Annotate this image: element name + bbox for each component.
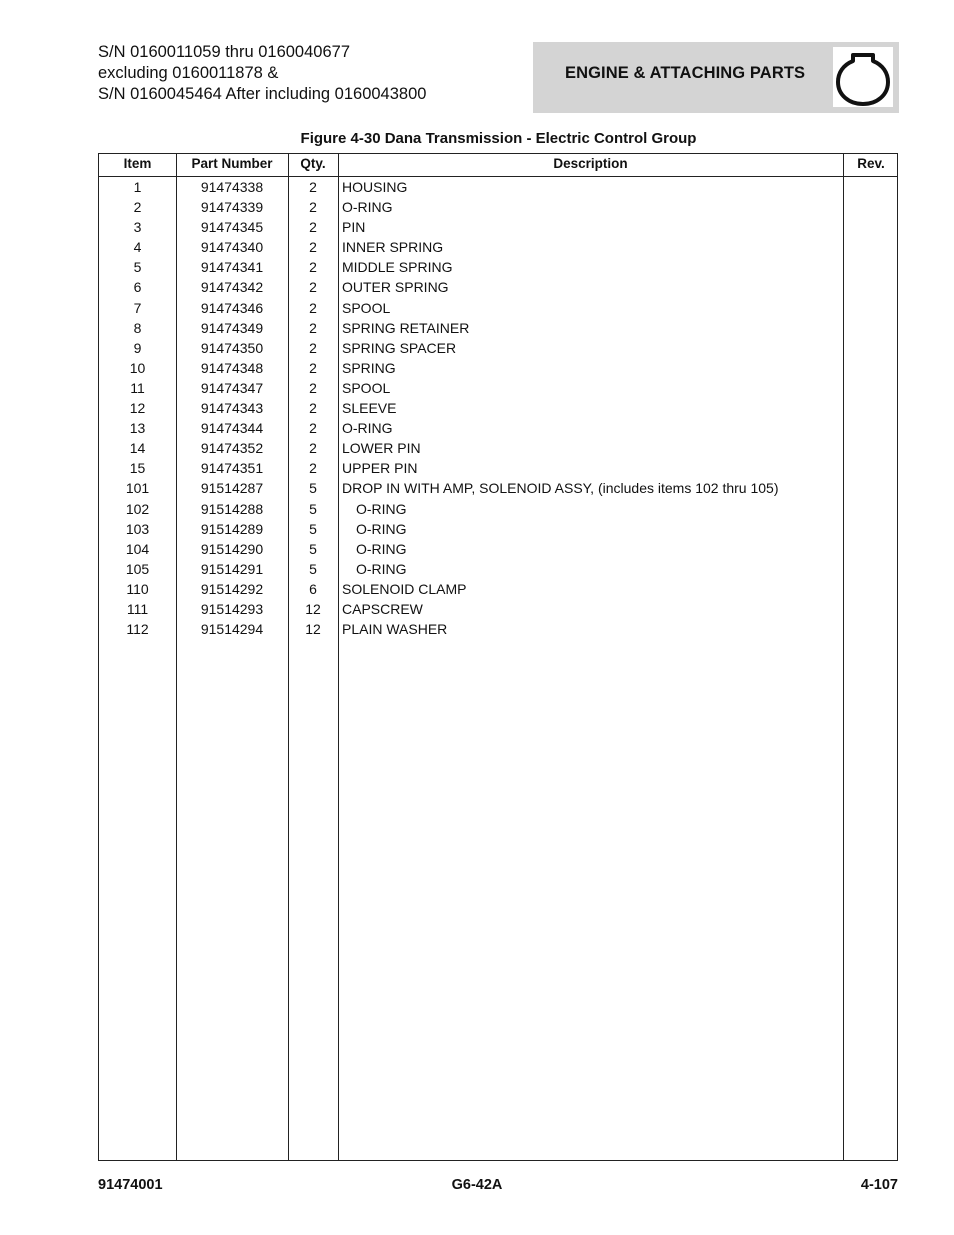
description-cell: MIDDLE SPRING [342, 259, 453, 276]
qty-cell: 5 [309, 560, 317, 577]
table-row [99, 398, 897, 418]
serial-line: S/N 0160011059 thru 0160040677 [98, 43, 350, 61]
section-title: ENGINE & ATTACHING PARTS [565, 64, 806, 82]
item-cell: 110 [126, 580, 149, 597]
table-row [99, 298, 897, 318]
engine-outline-icon [833, 47, 893, 107]
part-number-cell: 91474345 [200, 219, 264, 236]
qty-cell: 2 [309, 279, 317, 296]
part-number-cell: 91474344 [200, 420, 264, 437]
table-row [99, 378, 897, 398]
qty-cell: 2 [309, 400, 317, 417]
description-cell: O-RING [342, 420, 393, 437]
description-cell: SPOOL [342, 299, 391, 316]
qty-cell: 2 [309, 359, 317, 376]
description-cell: SPRING RETAINER [342, 319, 470, 336]
item-cell: 102 [125, 500, 150, 517]
description-cell: SOLENOID CLAMP [342, 580, 467, 597]
part-number-cell: 91514294 [200, 621, 264, 638]
qty-cell: 6 [309, 580, 317, 597]
item-cell: 4 [133, 239, 142, 256]
qty-cell: 2 [309, 319, 317, 336]
item-cell: 6 [133, 279, 142, 296]
description-cell: HOUSING [342, 179, 408, 195]
description-cell: PIN [342, 219, 366, 236]
part-number-cell: 91514288 [200, 500, 264, 517]
column-header-rev: Rev. [857, 156, 885, 171]
part-number-cell: 91474342 [200, 279, 264, 296]
table-row [99, 619, 897, 639]
item-cell: 10 [129, 359, 146, 376]
description-cell: UPPER PIN [342, 460, 418, 477]
table-row [99, 539, 897, 559]
description-cell: O-RING [356, 520, 407, 537]
table-row [99, 197, 897, 217]
footer-page-number: 4-107 [860, 1177, 898, 1193]
part-number-cell: 91514289 [200, 520, 264, 537]
table-row [99, 559, 897, 579]
part-number-cell: 91514287 [200, 480, 264, 497]
part-number-cell: 91514290 [200, 540, 264, 557]
qty-cell: 2 [309, 420, 317, 437]
parts-table [98, 153, 898, 1161]
column-header-part-number: Part Number [191, 156, 273, 171]
description-cell: O-RING [356, 500, 407, 517]
item-cell: 112 [126, 621, 149, 638]
part-number-cell: 91474349 [200, 319, 264, 336]
item-cell: 15 [129, 460, 146, 477]
table-row [99, 478, 897, 498]
part-number-cell: 91474348 [200, 359, 264, 376]
part-number-cell: 91474346 [200, 299, 264, 316]
qty-cell: 2 [309, 339, 317, 356]
description-cell: O-RING [356, 540, 407, 557]
column-header-item: Item [123, 156, 152, 171]
item-cell: 11 [130, 379, 145, 396]
qty-cell: 12 [305, 600, 321, 617]
table-row [99, 217, 897, 237]
footer-part-number: 91474001 [98, 1177, 163, 1193]
item-cell: 111 [126, 600, 149, 617]
table-row [99, 237, 897, 257]
part-number-cell: 91474343 [200, 400, 264, 417]
part-number-cell: 91514293 [200, 600, 264, 617]
qty-cell: 12 [305, 621, 321, 638]
footer-model: G6-42A [451, 1177, 503, 1193]
qty-cell: 5 [309, 500, 317, 517]
table-row [99, 277, 897, 297]
qty-cell: 2 [309, 239, 317, 256]
qty-cell: 2 [309, 460, 317, 477]
qty-cell: 2 [309, 440, 317, 457]
table-row [99, 519, 897, 539]
figure-title: Figure 4-30 Dana Transmission - Electric Control Group [300, 130, 697, 147]
part-number-cell: 91474350 [200, 339, 264, 356]
table-row [99, 579, 897, 599]
table-row [99, 599, 897, 619]
part-number-cell: 91474341 [200, 259, 264, 276]
part-number-cell: 91474347 [200, 379, 264, 396]
qty-cell: 2 [309, 259, 317, 276]
qty-cell: 5 [309, 480, 317, 497]
description-cell: SPOOL [342, 379, 391, 396]
table-row [99, 177, 897, 197]
table-row [99, 438, 897, 458]
qty-cell: 2 [309, 199, 317, 216]
item-cell: 13 [129, 420, 146, 437]
serial-line: S/N 0160045464 After including 0160043800 [98, 85, 427, 103]
table-body [99, 177, 897, 639]
column-header-description: Description [553, 156, 628, 171]
qty-cell: 5 [309, 520, 317, 537]
description-cell: OUTER SPRING [342, 279, 449, 296]
table-row [99, 418, 897, 438]
part-number-cell: 91474338 [200, 179, 264, 195]
item-cell: 5 [133, 259, 142, 276]
description-cell: SLEEVE [342, 400, 397, 417]
item-cell: 101 [125, 480, 150, 497]
qty-cell: 2 [309, 379, 317, 396]
column-header-qty: Qty. [300, 156, 326, 171]
item-cell: 9 [133, 339, 142, 356]
description-cell: O-RING [342, 199, 393, 216]
description-cell: SPRING [342, 359, 396, 376]
qty-cell: 2 [309, 299, 317, 316]
qty-cell: 2 [309, 219, 317, 236]
table-row [99, 499, 897, 519]
item-cell: 103 [125, 520, 150, 537]
item-cell: 105 [125, 560, 150, 577]
qty-cell: 2 [309, 179, 317, 195]
part-number-cell: 91474339 [200, 199, 264, 216]
item-cell: 8 [133, 319, 142, 336]
part-number-cell: 91514292 [200, 580, 264, 597]
table-row [99, 358, 897, 378]
item-cell: 2 [133, 199, 142, 216]
item-cell: 7 [133, 299, 142, 316]
serial-number-block [98, 42, 426, 105]
table-row [99, 257, 897, 277]
table-row [99, 458, 897, 478]
description-cell: PLAIN WASHER [342, 621, 448, 638]
part-number-cell: 91474352 [200, 440, 264, 457]
section-header-box [533, 42, 899, 113]
description-cell: LOWER PIN [342, 440, 421, 457]
part-number-cell: 91514291 [200, 560, 264, 577]
item-cell: 1 [133, 179, 142, 195]
serial-line: excluding 0160011878 & [98, 64, 279, 82]
part-number-cell: 91474351 [200, 460, 264, 477]
qty-cell: 5 [309, 540, 317, 557]
item-cell: 104 [125, 540, 150, 557]
description-cell: DROP IN WITH AMP, SOLENOID ASSY, (includes items 102 thru 105) [342, 480, 779, 497]
table-row [99, 338, 897, 358]
item-cell: 12 [129, 400, 146, 417]
description-cell: INNER SPRING [342, 239, 444, 256]
item-cell: 3 [133, 219, 142, 236]
part-number-cell: 91474340 [200, 239, 264, 256]
description-cell: SPRING SPACER [342, 339, 457, 356]
table-row [99, 318, 897, 338]
description-cell: O-RING [356, 560, 407, 577]
description-cell: CAPSCREW [342, 600, 423, 617]
item-cell: 14 [129, 440, 146, 457]
